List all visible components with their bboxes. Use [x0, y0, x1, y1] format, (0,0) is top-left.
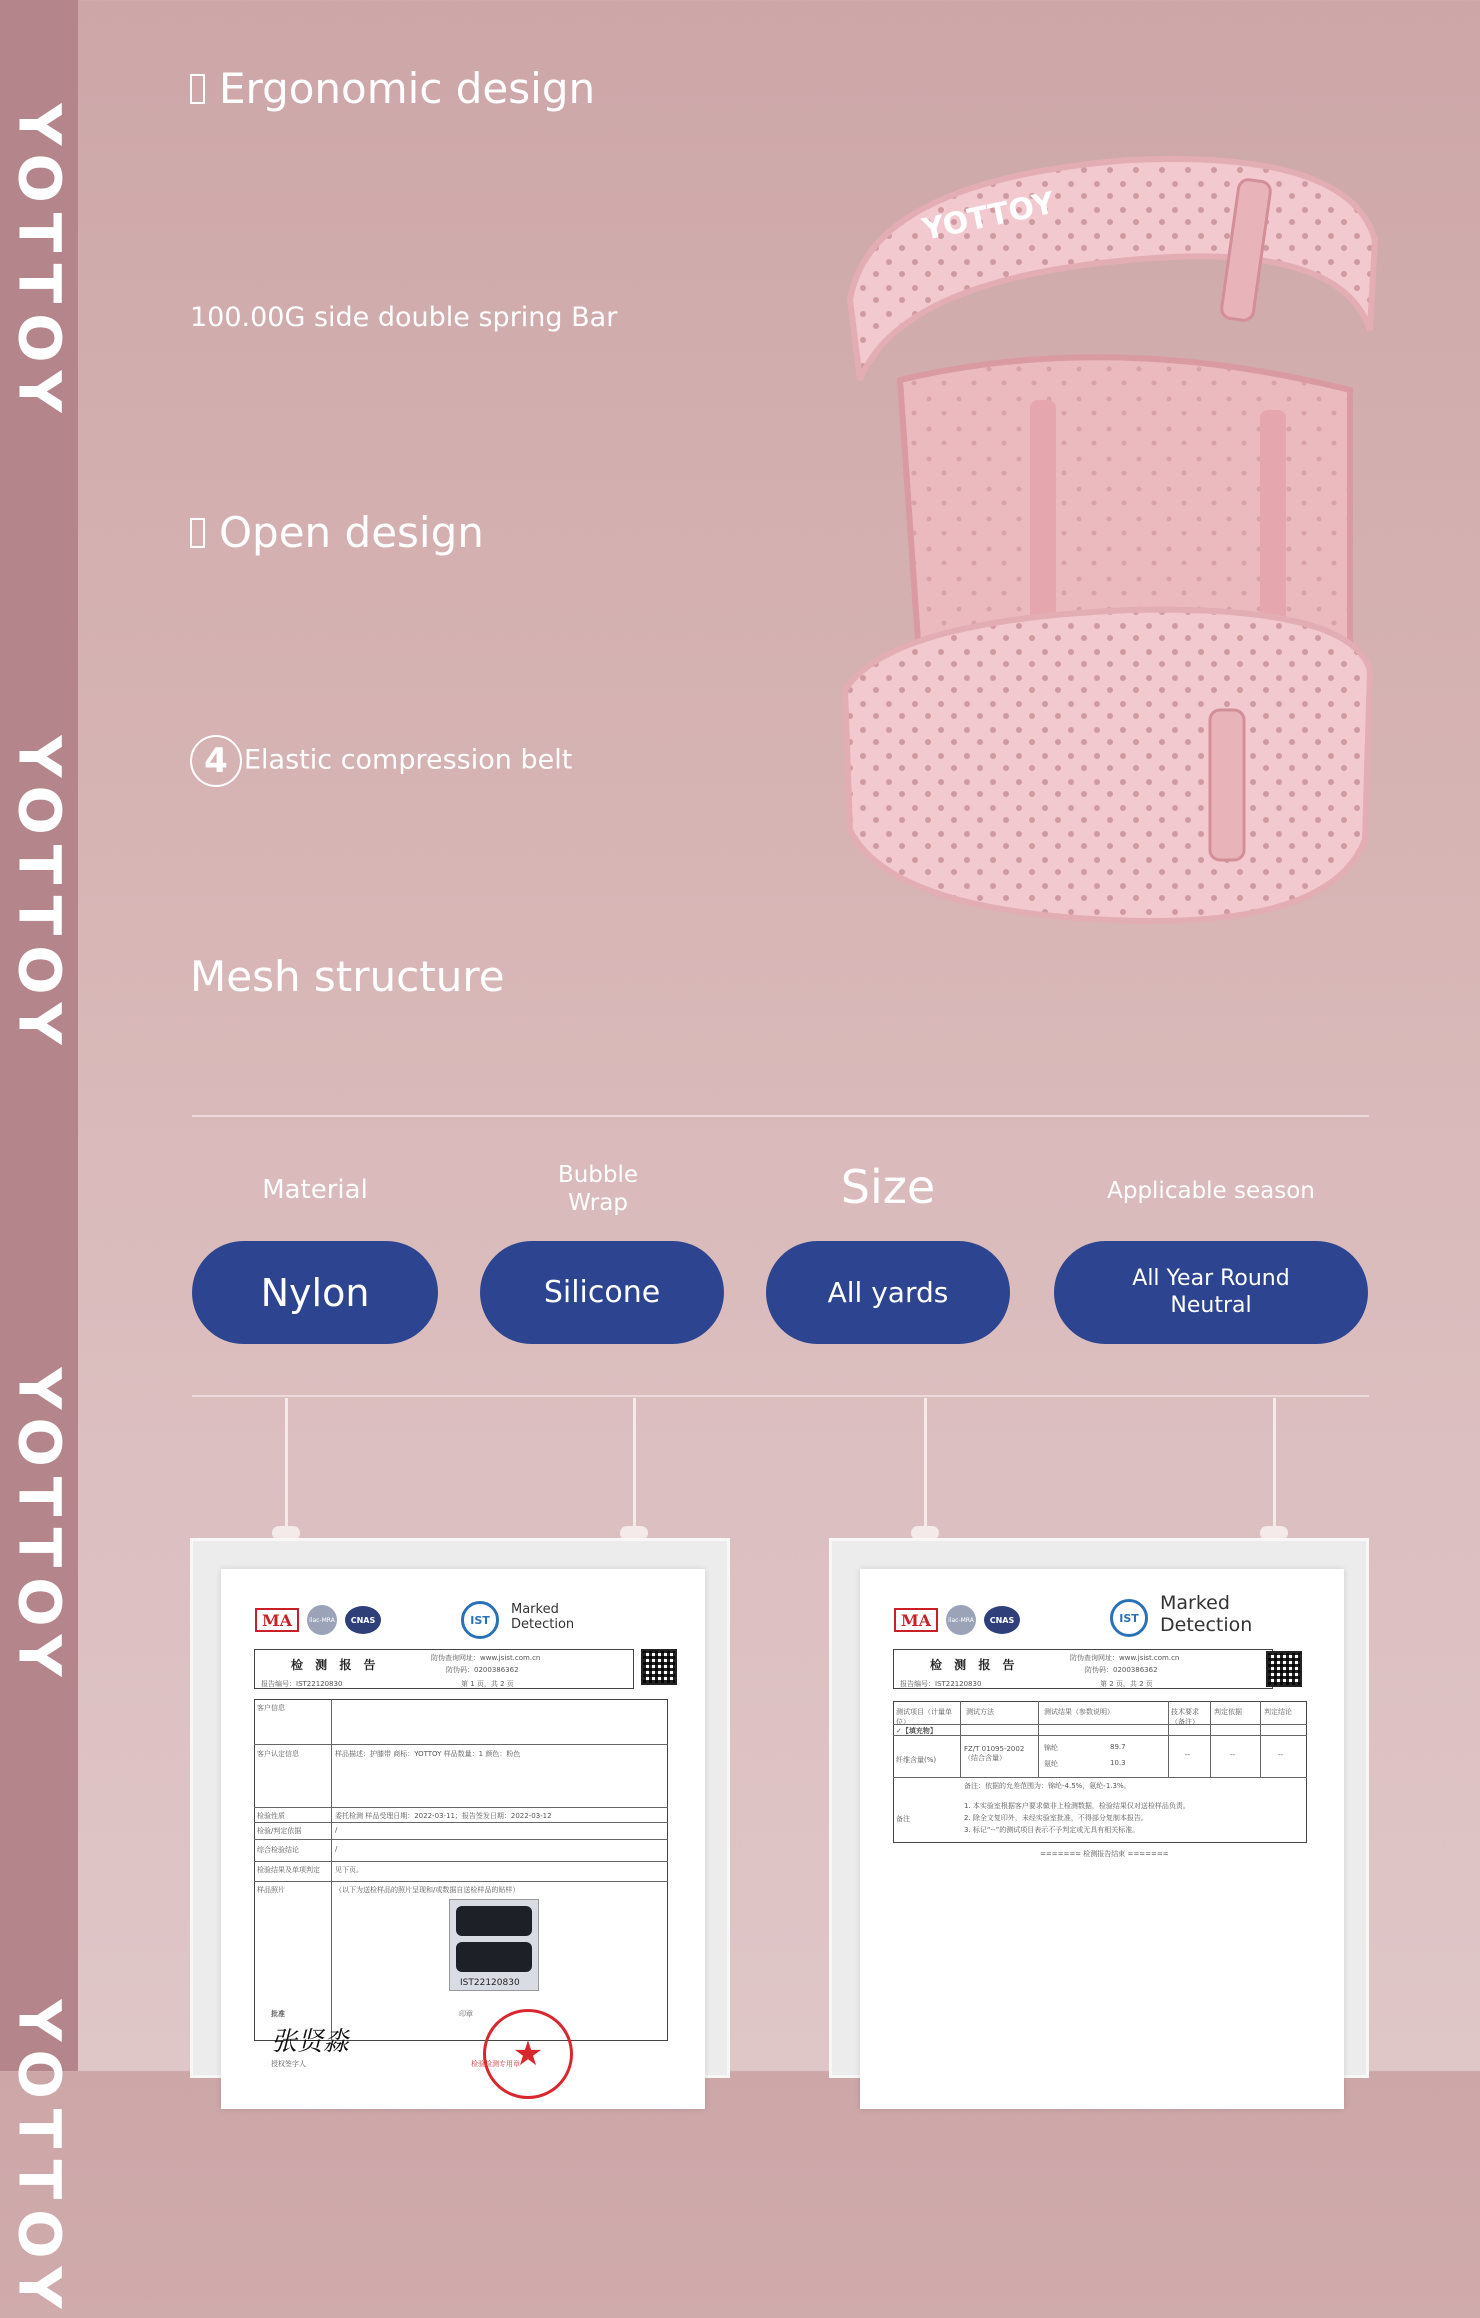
row-label: 检验/判定依据 [257, 1827, 302, 1835]
verify-website: 防伪查询网址：www.jsist.com.cn [1070, 1654, 1180, 1662]
test-report-page-2 [860, 1569, 1344, 2109]
tolerance-note: 备注：依据的允差范围为：锦纶-4.5%，氨纶-1.3%。 [964, 1782, 1131, 1790]
verify-code: 防伪码：0200386362 [446, 1666, 519, 1674]
spec-value-bubble-wrap: Silicone [480, 1241, 724, 1344]
stamp-caption: 检验检测专用章 [471, 2060, 520, 2068]
marked-detection-text: Marked Detection [1160, 1592, 1253, 1636]
side-brand-text: YOTTOY [5, 103, 73, 423]
feature-compression-belt: 4 Elastic compression belt [190, 735, 572, 787]
hanger-wire [285, 1398, 288, 1532]
marked-detection-text: Marked Detection [511, 1602, 575, 1632]
spec-value-size: All yards [766, 1241, 1010, 1344]
result-value: 89.7 [1110, 1743, 1126, 1751]
side-brand-text: YOTTOY [5, 1367, 73, 1687]
table-row-line [254, 1822, 668, 1823]
ist-logo: IST [1110, 1599, 1148, 1637]
missing-glyph-icon [190, 518, 205, 548]
ilac-mra-logo: ilac-MRA [307, 1605, 337, 1635]
qr-code [1266, 1651, 1302, 1687]
qr-code [641, 1649, 677, 1685]
row-value: 见下页。 [335, 1866, 363, 1874]
table-column-line [1260, 1701, 1261, 1777]
approver-role: 授权签字人 [271, 2060, 306, 2068]
dash-value: -- [1185, 1751, 1191, 1759]
stamp-label: 印章 [459, 2010, 473, 2018]
spec-value-season: All Year Round Neutral [1054, 1241, 1368, 1344]
feature-ergonomic: Ergonomic design [190, 64, 595, 113]
missing-glyph-icon [190, 74, 205, 104]
row-value: / [335, 1845, 338, 1853]
result-name: 氨纶 [1044, 1760, 1058, 1768]
test-report-page-1 [221, 1569, 705, 2109]
row-label: 综合检验结论 [257, 1846, 299, 1854]
remark-line: 1. 本实验室根据客户要求做非上检测数据，检验结果仅对送检样品负责。 [964, 1802, 1190, 1810]
product-logo: YOTTOY [919, 185, 1058, 248]
sample-id: IST22120830 [460, 1978, 520, 1988]
row-value: 样品描述：护膝带 商标：YOTTOY 样品数量：1 颜色：粉色 [335, 1750, 521, 1758]
remarks-label: 备注 [896, 1815, 910, 1823]
divider-top [192, 1115, 1369, 1117]
report-title: 检 测 报 告 [930, 1658, 1019, 1672]
feature-mesh-structure: Mesh structure [190, 952, 505, 1001]
accreditation-logos [255, 1605, 381, 1635]
column-header: 判定结论 [1264, 1708, 1292, 1716]
hanger-wire [924, 1398, 927, 1532]
page-number: 第 2 页，共 2 页 [1100, 1680, 1153, 1688]
table-column-line [331, 1699, 332, 2041]
report-title: 检 测 报 告 [291, 1658, 380, 1672]
report-number: 报告编号：IST22120830 [900, 1680, 982, 1688]
verify-code: 防伪码：0200386362 [1085, 1666, 1158, 1674]
hanger-wire [1273, 1398, 1276, 1532]
table-row-line [254, 1807, 668, 1808]
report-end-text: ======= 检测报告结束 ======= [1040, 1850, 1169, 1858]
approver-signature: 张贤淼 [271, 2027, 350, 2057]
ma-logo: MA [894, 1608, 938, 1632]
sample-photo [449, 1899, 539, 1991]
row-value: 委托检测 样品受理日期：2022-03-11；报告签发日期：2022-03-12 [335, 1812, 552, 1820]
ma-logo: MA [255, 1608, 299, 1632]
test-method: FZ/T 01095-2002（结合含量） [964, 1745, 1025, 1762]
spec-label-season: Applicable season [1107, 1178, 1315, 1204]
ilac-mra-logo: ilac-MRA [946, 1605, 976, 1635]
table-row-line [254, 1744, 668, 1745]
circled-number-icon: 4 [190, 735, 242, 787]
table-row-line [254, 1839, 668, 1840]
hanger-wire [633, 1398, 636, 1532]
approver-label: 批准 [271, 2010, 285, 2018]
row-value: / [335, 1826, 338, 1834]
column-header: 技术要求（备注） [1171, 1708, 1199, 1726]
cnas-logo: CNAS [345, 1606, 381, 1634]
sample-strap [456, 1906, 532, 1936]
row-label: 样品照片 [257, 1886, 285, 1894]
row-value: （以下为送检样品的照片呈现和/或数据自送检样品的贴样） [335, 1886, 520, 1894]
certificate-frame-2 [829, 1538, 1369, 2078]
row-label: 客户认定信息 [257, 1750, 299, 1758]
side-brand-text: YOTTOY [5, 1999, 73, 2318]
column-header: 判定依据 [1214, 1708, 1242, 1716]
table-column-line [960, 1701, 961, 1777]
sample-strap [456, 1942, 532, 1972]
verify-website: 防伪查询网址：www.jsist.com.cn [431, 1654, 541, 1662]
side-brand-strip [0, 0, 78, 2318]
accreditation-logos [894, 1605, 1020, 1635]
cnas-logo: CNAS [984, 1606, 1020, 1634]
spec-label-bubble-wrap: Bubble Wrap [557, 1162, 639, 1216]
table-column-line [1168, 1701, 1169, 1777]
dash-value: -- [1278, 1751, 1284, 1759]
remark-line: 3. 标记“--”的测试项目表示不予判定或无具有相关标准。 [964, 1826, 1140, 1834]
certificate-frame-1 [190, 1538, 730, 2078]
table-row-line [254, 1881, 668, 1882]
test-item: 纤维含量(%) [896, 1756, 937, 1764]
column-header: 测试方法 [966, 1708, 994, 1716]
section-label: ✓【填充物】 [896, 1727, 937, 1735]
side-brand-text: YOTTOY [5, 735, 73, 1055]
official-stamp-icon: ★ [483, 2009, 573, 2099]
knee-strap-product-image [830, 150, 1390, 940]
result-name: 锦纶 [1044, 1744, 1058, 1752]
spec-label-material: Material [262, 1175, 368, 1205]
page-number: 第 1 页，共 2 页 [461, 1680, 514, 1688]
column-header: 测试结果（参数说明） [1044, 1708, 1114, 1716]
row-label: 检验结果及单项判定 [257, 1866, 320, 1874]
table-row-line [893, 1777, 1307, 1778]
remark-line: 2. 除全文复印外，未经实验室批准，不得部分复制本报告。 [964, 1814, 1148, 1822]
ist-logo: IST [461, 1601, 499, 1639]
table-column-line [1210, 1701, 1211, 1777]
row-label: 客户信息 [257, 1704, 285, 1712]
table-row-line [254, 1861, 668, 1862]
feature-open-design: Open design [190, 508, 484, 557]
table-row-line [893, 1735, 1307, 1736]
divider-bottom [192, 1395, 1369, 1397]
report-number: 报告编号：IST22120830 [261, 1680, 343, 1688]
feature-spring-bar: 100.00G side double spring Bar [190, 302, 618, 333]
column-header: 测试项目（计量单位） [896, 1708, 952, 1726]
spec-value-material: Nylon [192, 1241, 438, 1344]
dash-value: -- [1230, 1751, 1236, 1759]
row-label: 检验性质 [257, 1812, 285, 1820]
result-value: 10.3 [1110, 1759, 1126, 1767]
spec-label-size: Size [840, 1160, 936, 1214]
table-column-line [1038, 1701, 1039, 1777]
